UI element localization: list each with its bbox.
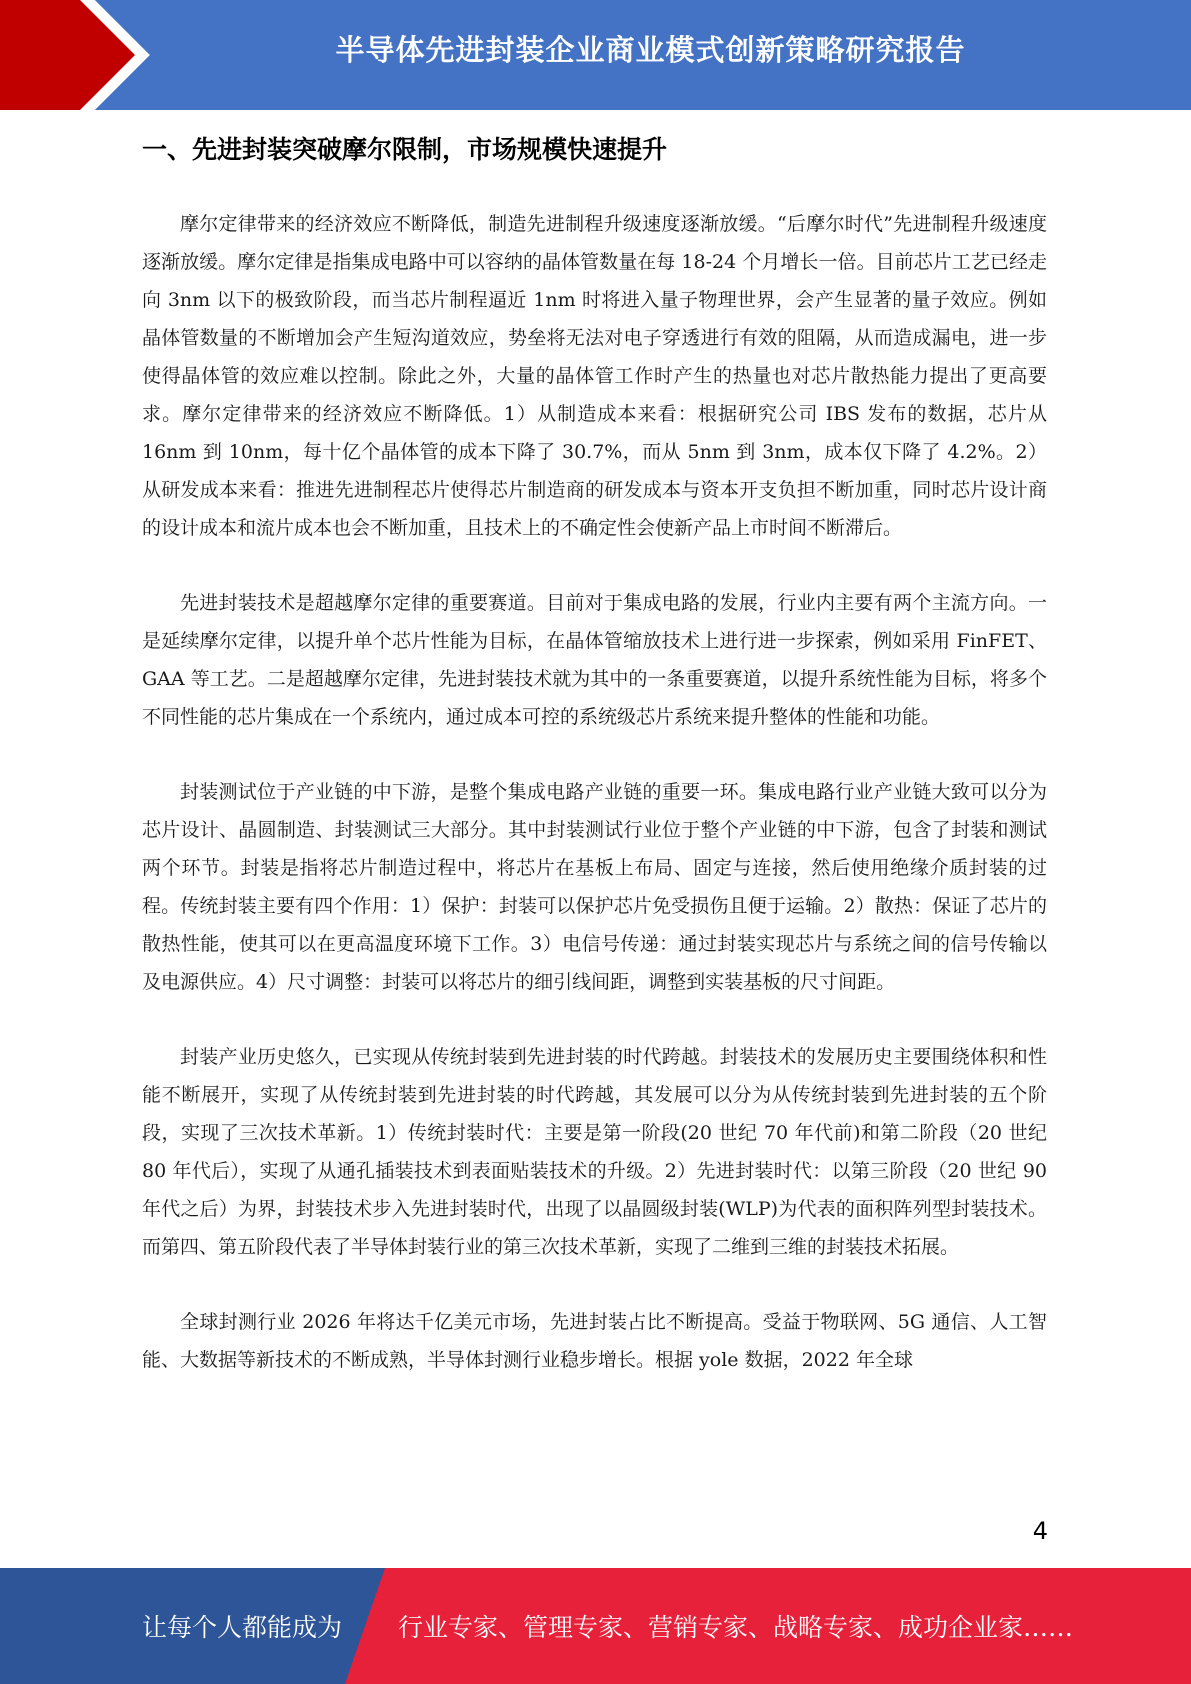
page-header — [0, 0, 1191, 110]
page-footer — [0, 1568, 1191, 1684]
paragraph: 全球封测行业 2026 年将达千亿美元市场，先进封装占比不断提高。受益于物联网、5G 通信、人工智能、大数据等新技术的不断成熟，半导体封测行业稳步增长。根据 yole 数据，2022 年全球 — [142, 1311, 1047, 1371]
paragraph: 封装产业历史悠久，已实现从传统封装到先进封装的时代跨越。封装技术的发展历史主要围绕体积和性能不断展开，实现了从传统封装到先进封装的时代跨越，其发展可以分为从传统封装到先进封装的五个阶段，实现了三次技术革新。1）传统封装时代：主要是第一阶段(20 世纪 70 年代前)和第二阶段（20 世纪 80 年代后），实现了从通孔插装技术到表面贴装技术的升级。2）先进封装时代：以第三阶段（20 世纪 90 年代之后）为界，封装技术步入先进封装时代，出现了以晶圆级封装(WLP)为代表的面积阵列型封装技术。而第四、第五阶段代表了半导体封装行业的第三次技术革新，实现了二维到三维的封装技术拓展。 — [142, 1046, 1047, 1258]
page-number: 4 — [1032, 1517, 1048, 1545]
header-arrow-icon — [0, 0, 160, 110]
paragraph: 封装测试位于产业链的中下游，是整个集成电路产业链的重要一环。集成电路行业产业链大致可以分为芯片设计、晶圆制造、封装测试三大部分。其中封装测试行业位于整个产业链的中下游，包含了封装和测试两个环节。封装是指将芯片制造过程中，将芯片在基板上布局、固定与连接，然后使用绝缘介质封装的过程。传统封装主要有四个作用：1）保护：封装可以保护芯片免受损伤且便于运输。2）散热：保证了芯片的散热性能，使其可以在更高温度环境下工作。3）电信号传递：通过封装实现芯片与系统之间的信号传输以及电源供应。4）尺寸调整：封装可以将芯片的细引线间距，调整到实装基板的尺寸间距。 — [142, 781, 1047, 993]
body-text — [142, 205, 1047, 1416]
report-title: 半导体先进封装企业商业模式创新策略研究报告 — [335, 33, 966, 67]
footer-slogan-right: 行业专家、管理专家、营销专家、战略专家、成功企业家…… — [398, 1613, 1074, 1642]
paragraph: 先进封装技术是超越摩尔定律的重要赛道。目前对于集成电路的发展，行业内主要有两个主流方向。一是延续摩尔定律，以提升单个芯片性能为目标，在晶体管缩放技术上进行进一步探索，例如采用 FinFET、GAA 等工艺。二是超越摩尔定律，先进封装技术就为其中的一条重要赛道，以提升系统性能为目标，将多个不同性能的芯片集成在一个系统内，通过成本可控的系统级芯片系统来提升整体的性能和功能。 — [142, 592, 1047, 728]
section-heading: 一、先进封装突破摩尔限制，市场规模快速提升 — [142, 135, 668, 164]
footer-slogan-left: 让每个人都能成为 — [142, 1613, 343, 1642]
paragraph: 摩尔定律带来的经济效应不断降低，制造先进制程升级速度逐渐放缓。“后摩尔时代”先进制程升级速度逐渐放缓。摩尔定律是指集成电路中可以容纳的晶体管数量在每 18-24 个月增长一倍。目前芯片工艺已经走向 3nm 以下的极致阶段，而当芯片制程逼近 1nm 时将进入量子物理世界，会产生显著的量子效应。例如晶体管数量的不断增加会产生短沟道效应，势垒将无法对电子穿透进行有效的阻隔，从而造成漏电，进一步使得晶体管的效应难以控制。除此之外，大量的晶体管工作时产生的热量也对芯片散热能力提出了更高要求。摩尔定律带来的经济效应不断降低。1）从制造成本来看：根据研究公司 IBS 发布的数据，芯片从 16nm 到 10nm，每十亿个晶体管的成本下降了 30.7%，而从 5nm 到 3nm，成本仅下降了 4.2%。2）从研发成本来看：推进先进制程芯片使得芯片制造商的研发成本与资本开支负担不断加重，同时芯片设计商的设计成本和流片成本也会不断加重，且技术上的不确定性会使新产品上市时间不断滞后。 — [142, 213, 1047, 539]
